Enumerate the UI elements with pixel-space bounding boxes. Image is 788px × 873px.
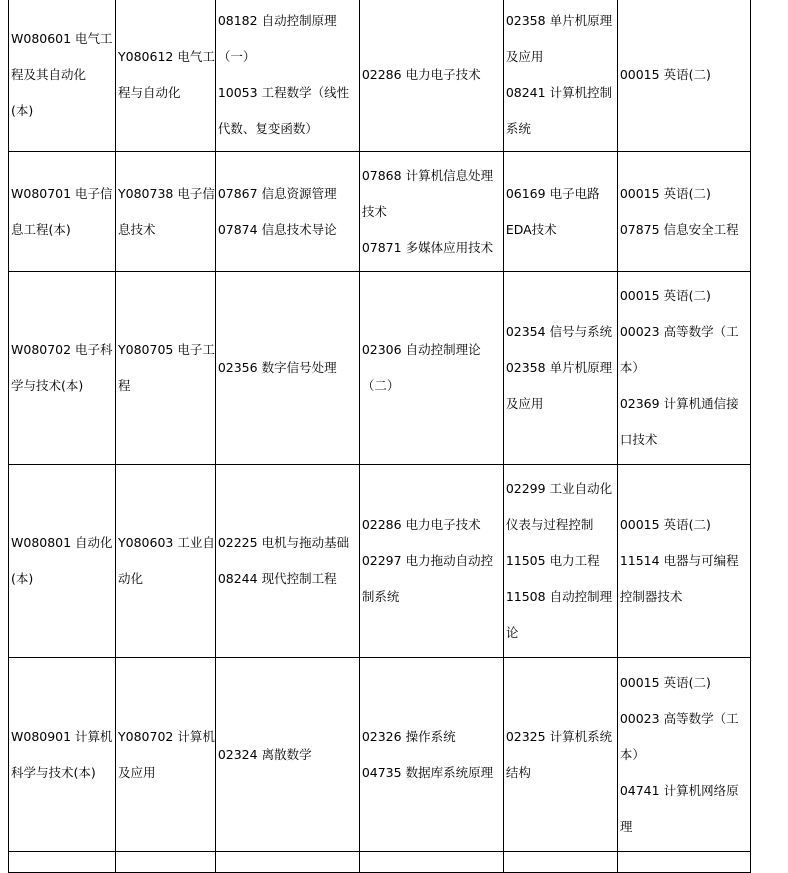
cell-line: 02286 电力电子技术 [361,67,481,82]
cell-line: 论 [505,625,519,640]
course-cell-a [215,152,359,272]
course-cell-c [503,465,617,658]
course-cell-d [617,272,750,465]
cell-line: 动化 [118,571,144,586]
cell-line: 11514 电器与可编程 [619,553,739,568]
cell-line: (本) [11,571,34,586]
cell-text [362,332,503,404]
cell-text [620,665,750,845]
cell-line: 结构 [505,764,531,780]
cell-line: 00015 英语(二) [619,674,711,690]
empty-cell [503,852,617,873]
course-cell-b [359,465,503,658]
cell-line: 11505 电力工程 [505,553,600,568]
cell-line: 02356 数字信号处理 [217,360,337,375]
cell-line: 02225 电机与拖动基础 [217,535,350,550]
specialty-cell [116,152,216,272]
cell-line: 11508 自动控制理 [505,589,613,604]
table-row [9,465,751,658]
cell-line: W080702 电子科 [11,342,113,357]
cell-line: 00023 高等数学（工 [619,324,739,339]
cell-line: 00015 英语(二) [619,288,711,303]
major-cell [9,272,116,465]
cell-line: 02326 操作系统 [361,728,456,744]
cell-line: Y080603 工业自 [118,535,215,550]
course-cell-d [617,152,750,272]
cell-text [218,176,359,248]
cell-line: Y080702 计算机 [118,728,215,744]
empty-cell [359,852,503,873]
cell-text [362,507,503,615]
cell-line: 08241 计算机控制 [505,85,613,100]
cell-line: （二） [361,378,400,393]
cell-line: 06169 电子电路 [505,185,600,201]
cell-line: 代数、复变函数） [217,121,318,136]
cell-line: 息工程(本) [11,221,71,237]
cell-line: 口技术 [619,432,658,447]
cell-line: W080701 电子信 [11,185,113,201]
cell-line: 技术 [361,203,387,219]
cell-text [362,158,503,266]
cell-text [620,57,750,93]
cell-text [506,176,617,248]
major-cell [9,658,116,852]
cell-line: 系统 [505,121,531,136]
major-cell [9,152,116,272]
cell-line: 08244 现代控制工程 [217,571,337,586]
cell-line: 04741 计算机网络原 [619,782,739,798]
cell-text [118,176,215,248]
cell-line: 04735 数据库系统原理 [361,764,494,780]
cell-text [506,314,617,422]
cell-line: 02306 自动控制理论 [361,342,481,357]
cell-line: Y080705 电子工 [118,342,215,357]
cell-line: 02324 离散数学 [217,746,312,762]
cell-text [620,278,750,458]
cell-line: Y080612 电气工 [118,49,215,64]
cell-line: 02286 电力电子技术 [361,517,481,532]
cell-line: 仪表与过程控制 [505,517,594,532]
cell-text [11,719,115,791]
course-cell-a [215,658,359,852]
table-row [9,272,751,465]
course-cell-a [215,272,359,465]
course-cell-a [215,0,359,152]
cell-line: 00015 英语(二) [619,517,711,532]
cell-line: 00015 英语(二) [619,185,711,201]
cell-line: 02369 计算机通信接 [619,396,739,411]
cell-line: W080901 计算机 [11,728,113,744]
cell-text [506,471,617,651]
cell-text [620,507,750,615]
course-table [8,0,751,873]
cell-text [506,719,617,791]
cell-line: 息技术 [118,221,156,237]
cell-text [11,332,115,404]
empty-cell [9,852,116,873]
cell-text [118,39,215,111]
cell-text [11,21,115,129]
course-cell-d [617,658,750,852]
cell-text [506,3,617,147]
specialty-cell [116,0,216,152]
cell-text [118,332,215,404]
cell-text [218,525,359,597]
course-cell-b [359,658,503,852]
course-cell-d [617,0,750,152]
cell-line: 本） [619,746,645,762]
cell-line: 及应用 [505,396,544,411]
cell-line: 08182 自动控制原理 [217,13,337,28]
cell-line: 00015 英语(二) [619,67,711,82]
cell-line: Y080738 电子信 [118,185,215,201]
cell-text [362,57,503,93]
course-cell-b [359,152,503,272]
cell-line: 02299 工业自动化 [505,481,613,496]
cell-text [118,719,215,791]
specialty-cell [116,465,216,658]
cell-line: 07867 信息资源管理 [217,185,337,201]
table-row [9,152,751,272]
cell-line: 02358 单片机原理 [505,360,613,375]
empty-cell [617,852,750,873]
cell-text [620,176,750,248]
cell-line: 07875 信息安全工程 [619,221,739,237]
cell-line: 07871 多媒体应用技术 [361,239,494,255]
cell-line: 理 [619,818,633,834]
table-row [9,658,751,852]
cell-line: 及应用 [118,764,156,780]
course-cell-c [503,152,617,272]
cell-text [218,3,359,147]
table-row-partial [9,852,751,873]
course-cell-c [503,0,617,152]
course-cell-a [215,465,359,658]
cell-line: 程及其自动化 [11,67,87,82]
cell-line: 07868 计算机信息处理 [361,167,494,183]
cell-line: 02325 计算机系统 [505,728,613,744]
cell-line: （一） [217,49,256,64]
cell-text [362,719,503,791]
cell-line: 10053 工程数学（线性 [217,85,350,100]
cell-line: 00023 高等数学（工 [619,710,739,726]
cell-line: 科学与技术(本) [11,764,96,780]
cell-line: 控制器技术 [619,589,683,604]
cell-line: 07874 信息技术导论 [217,221,337,237]
cell-line: 02358 单片机原理 [505,13,613,28]
course-cell-b [359,0,503,152]
cell-text [218,737,359,773]
cell-text [11,176,115,248]
course-cell-c [503,272,617,465]
cell-line: 制系统 [361,589,400,604]
empty-cell [215,852,359,873]
specialty-cell [116,658,216,852]
major-cell [9,0,116,152]
table-row [9,0,751,152]
cell-line: W080601 电气工 [11,31,113,46]
cell-line: EDA技术 [505,221,557,237]
empty-cell [116,852,216,873]
cell-line: 本） [619,360,645,375]
cell-line: 02297 电力拖动自动控 [361,553,494,568]
course-table-body [9,0,751,873]
cell-text [218,350,359,386]
course-cell-c [503,658,617,852]
course-cell-d [617,465,750,658]
cell-line: 02354 信号与系统 [505,324,613,339]
cell-line: 及应用 [505,49,544,64]
cell-line: W080801 自动化 [11,535,113,550]
specialty-cell [116,272,216,465]
cell-line: (本) [11,103,34,118]
course-cell-b [359,272,503,465]
cell-line: 学与技术(本) [11,378,84,393]
cell-line: 程与自动化 [118,85,181,100]
cell-text [11,525,115,597]
major-cell [9,465,116,658]
cell-text [118,525,215,597]
cell-line: 程 [118,378,131,393]
